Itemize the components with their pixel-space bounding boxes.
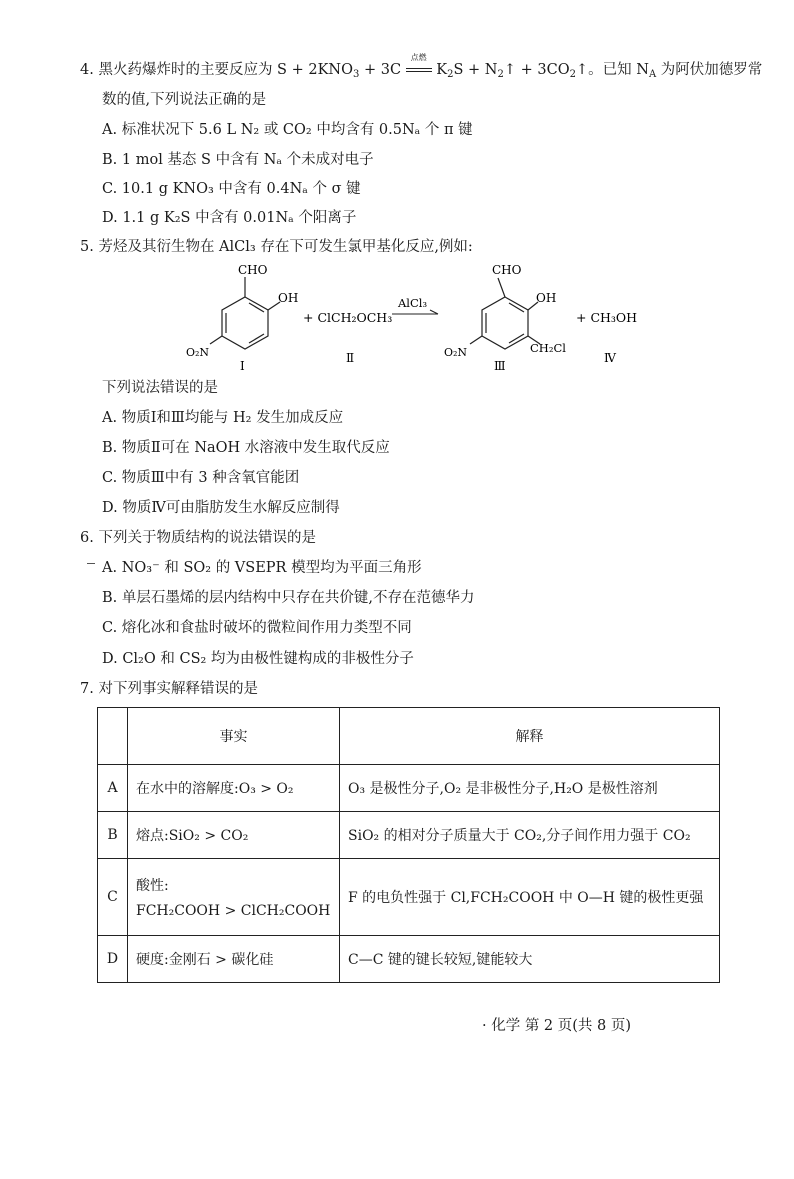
p2-label: Ⅳ xyxy=(604,351,616,365)
row-fact-line1: 酸性: xyxy=(136,878,169,894)
row-fact-line2: FCH₂COOH > ClCH₂COOH xyxy=(136,903,331,919)
row-reason: F 的电负性强于 Cl,FCH₂COOH 中 O—H 键的极性更强 xyxy=(340,859,720,936)
facts-table xyxy=(97,707,720,983)
table-header-row xyxy=(98,708,720,765)
row-fact: 熔点:SiO₂ > CO₂ xyxy=(128,812,340,859)
p1-ch2cl: CH₂Cl xyxy=(530,341,566,355)
q5-option-c: C. 物质Ⅲ中有 3 种含氧官能团 xyxy=(102,470,300,486)
reaction-arrow xyxy=(392,310,438,314)
row-fact: 硬度:金刚石 > 碳化硅 xyxy=(128,936,340,983)
q6-option-d: D. Cl₂O 和 CS₂ 均为由极性键构成的非极性分子 xyxy=(102,651,414,667)
p1-cho: CHO xyxy=(492,263,522,277)
product-iii-structure xyxy=(470,278,540,349)
reaction-scheme xyxy=(0,252,794,372)
row-fact: 在水中的溶解度:O₃ > O₂ xyxy=(128,765,340,812)
table-row xyxy=(98,859,720,936)
page-footer: · 化学 第 2 页(共 8 页) xyxy=(482,1018,632,1034)
q5-option-d: D. 物质Ⅳ可由脂肪发生水解反应制得 xyxy=(102,500,340,516)
reaction-svg xyxy=(0,252,794,372)
pen-mark xyxy=(87,563,95,564)
q4-option-c: C. 10.1 g KNO₃ 中含有 0.4Nₐ 个 σ 键 xyxy=(102,181,361,197)
r1-no2: O₂N xyxy=(186,346,210,359)
q4-stem-line2: 数的值,下列说法正确的是 xyxy=(102,92,267,108)
table-row xyxy=(98,812,720,859)
q4-option-a: A. 标准状况下 5.6 L N₂ 或 CO₂ 中均含有 0.5Nₐ 个 π 键 xyxy=(102,122,473,138)
row-reason: O₃ 是极性分子,O₂ 是非极性分子,H₂O 是极性溶剂 xyxy=(340,765,720,812)
row-key: D xyxy=(98,936,128,983)
row-reason: SiO₂ 的相对分子质量大于 CO₂,分子间作用力强于 CO₂ xyxy=(340,812,720,859)
row-key: B xyxy=(98,812,128,859)
r1-label: Ⅰ xyxy=(240,359,245,372)
p2-formula: + CH₃OH xyxy=(576,310,638,325)
p1-oh: OH xyxy=(536,291,557,305)
p1-no2: O₂N xyxy=(444,346,468,359)
q5-stem: 5. 芳烃及其衍生物在 AlCl₃ 存在下可发生氯甲基化反应,例如: xyxy=(80,239,473,255)
q7-stem: 7. 对下列事实解释错误的是 xyxy=(80,681,258,697)
q4-option-b: B. 1 mol 基态 S 中含有 Nₐ 个未成对电子 xyxy=(102,152,374,168)
q6-stem: 6. 下列关于物质结构的说法错误的是 xyxy=(80,530,316,546)
row-key: A xyxy=(98,765,128,812)
q4-stem-line1: 4. 黑火药爆炸时的主要反应为 $S + 2KNO_3 + 3C$ 点燃 $K_2S$ + $N_2↑$ + $3CO_2↑$。已知 $N_A$ 为阿伏加德罗常 xyxy=(80,53,763,80)
catalyst-label: AlCl₃ xyxy=(398,296,428,310)
row-fact xyxy=(128,859,340,936)
q6-option-c: C. 熔化冰和食盐时破坏的微粒间作用力类型不同 xyxy=(102,620,412,636)
q5-ask: 下列说法错误的是 xyxy=(102,380,218,396)
r2-label: Ⅱ xyxy=(346,351,355,365)
q5-option-a: A. 物质Ⅰ和Ⅲ均能与 H₂ 发生加成反应 xyxy=(102,410,344,426)
p1-label: Ⅲ xyxy=(494,359,506,372)
row-reason: C—C 键的键长较短,键能较大 xyxy=(340,936,720,983)
r2-formula: + ClCH₂OCH₃ xyxy=(303,310,393,325)
q6-option-b: B. 单层石墨烯的层内结构中只存在共价键,不存在范德华力 xyxy=(102,590,475,606)
table-row xyxy=(98,765,720,812)
q6-option-a: A. NO₃⁻ 和 SO₂ 的 VSEPR 模型均为平面三角形 xyxy=(102,560,422,576)
header-fact: 事实 xyxy=(128,708,340,765)
q5-option-b: B. 物质Ⅱ可在 NaOH 水溶液中发生取代反应 xyxy=(102,440,390,456)
r1-cho: CHO xyxy=(238,263,268,277)
r1-oh: OH xyxy=(278,291,299,305)
row-key: C xyxy=(98,859,128,936)
reactant-i-structure xyxy=(210,277,280,349)
table-row xyxy=(98,936,720,983)
header-key xyxy=(98,708,128,765)
header-reason: 解释 xyxy=(340,708,720,765)
reaction-arrow-condition: 点燃 xyxy=(406,62,432,78)
q4-option-d: D. 1.1 g K₂S 中含有 0.01Nₐ 个阳离子 xyxy=(102,210,357,226)
